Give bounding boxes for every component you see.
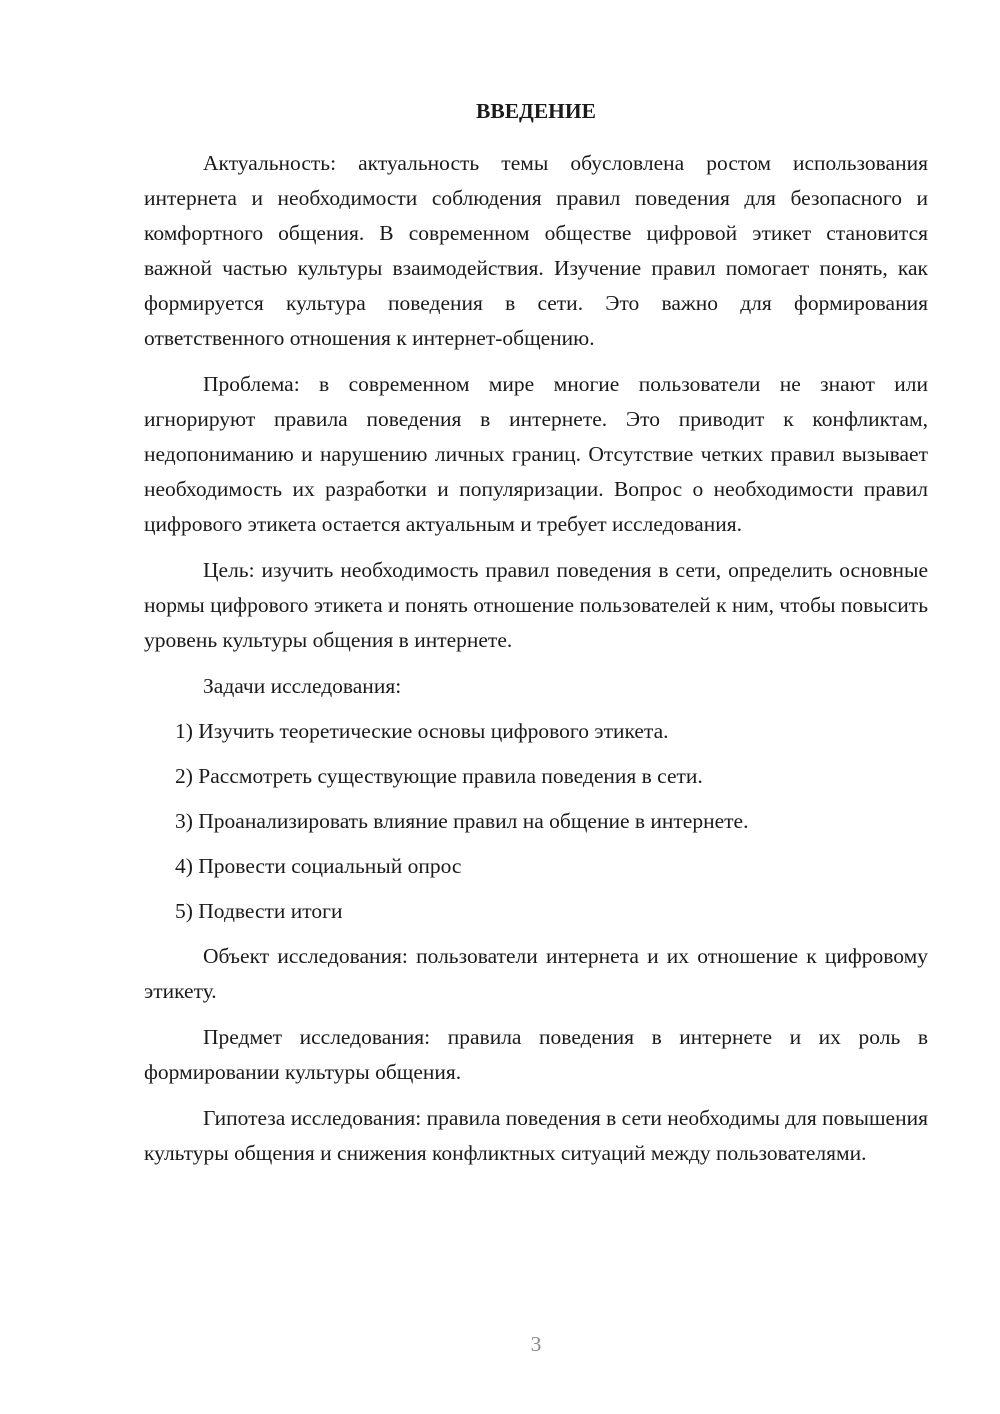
task-item: 3) Проанализировать влияние правил на общение в интернете. bbox=[175, 809, 749, 833]
task-item: 2) Рассмотреть существующие правила поведения в сети. bbox=[175, 764, 703, 788]
hypothesis-paragraph: Гипотеза исследования: правила поведения в сети необходимы для повышения культуры общения и снижения конфликтных ситуаций между пользователями. bbox=[144, 1106, 928, 1165]
page-title: ВВЕДЕНИЕ bbox=[476, 99, 596, 123]
relevance-paragraph: Актуальность: актуальность темы обусловлена ростом использования интернета и необходимости соблюдения правил поведения для безопасного и комфортного общения. В современном обществе цифровой этикет становится важной частью культуры взаимодействия. Изучение правил помогает понять, как формируется культура поведения в сети. Это важно для формирования ответственного отношения к интернет-общению. bbox=[144, 151, 928, 350]
goal-paragraph: Цель: изучить необходимость правил поведения в сети, определить основные нормы цифрового этикета и понять отношение пользователей к ним, чтобы повысить уровень культуры общения в интернете. bbox=[144, 558, 928, 652]
tasks-heading: Задачи исследования: bbox=[203, 674, 402, 698]
problem-paragraph: Проблема: в современном мире многие пользователи не знают или игнорируют правила поведения в интернете. Это приводит к конфликтам, недопониманию и нарушению личных границ. Отсутствие четких правил вызывает необходимость их разработки и популяризации. Вопрос о необходимости правил цифрового этикета остается актуальным и требует исследования. bbox=[144, 372, 928, 536]
object-paragraph: Объект исследования: пользователи интернета и их отношение к цифровому этикету. bbox=[144, 944, 928, 1003]
page-content bbox=[144, 94, 928, 1182]
task-item: 5) Подвести итоги bbox=[175, 899, 343, 923]
task-item: 1) Изучить теоретические основы цифрового этикета. bbox=[175, 719, 669, 743]
subject-paragraph: Предмет исследования: правила поведения в интернете и их роль в формировании культуры общения. bbox=[144, 1025, 928, 1084]
tasks-list bbox=[144, 714, 928, 929]
task-item: 4) Провести социальный опрос bbox=[175, 854, 462, 878]
page-number: 3 bbox=[530, 1332, 542, 1356]
